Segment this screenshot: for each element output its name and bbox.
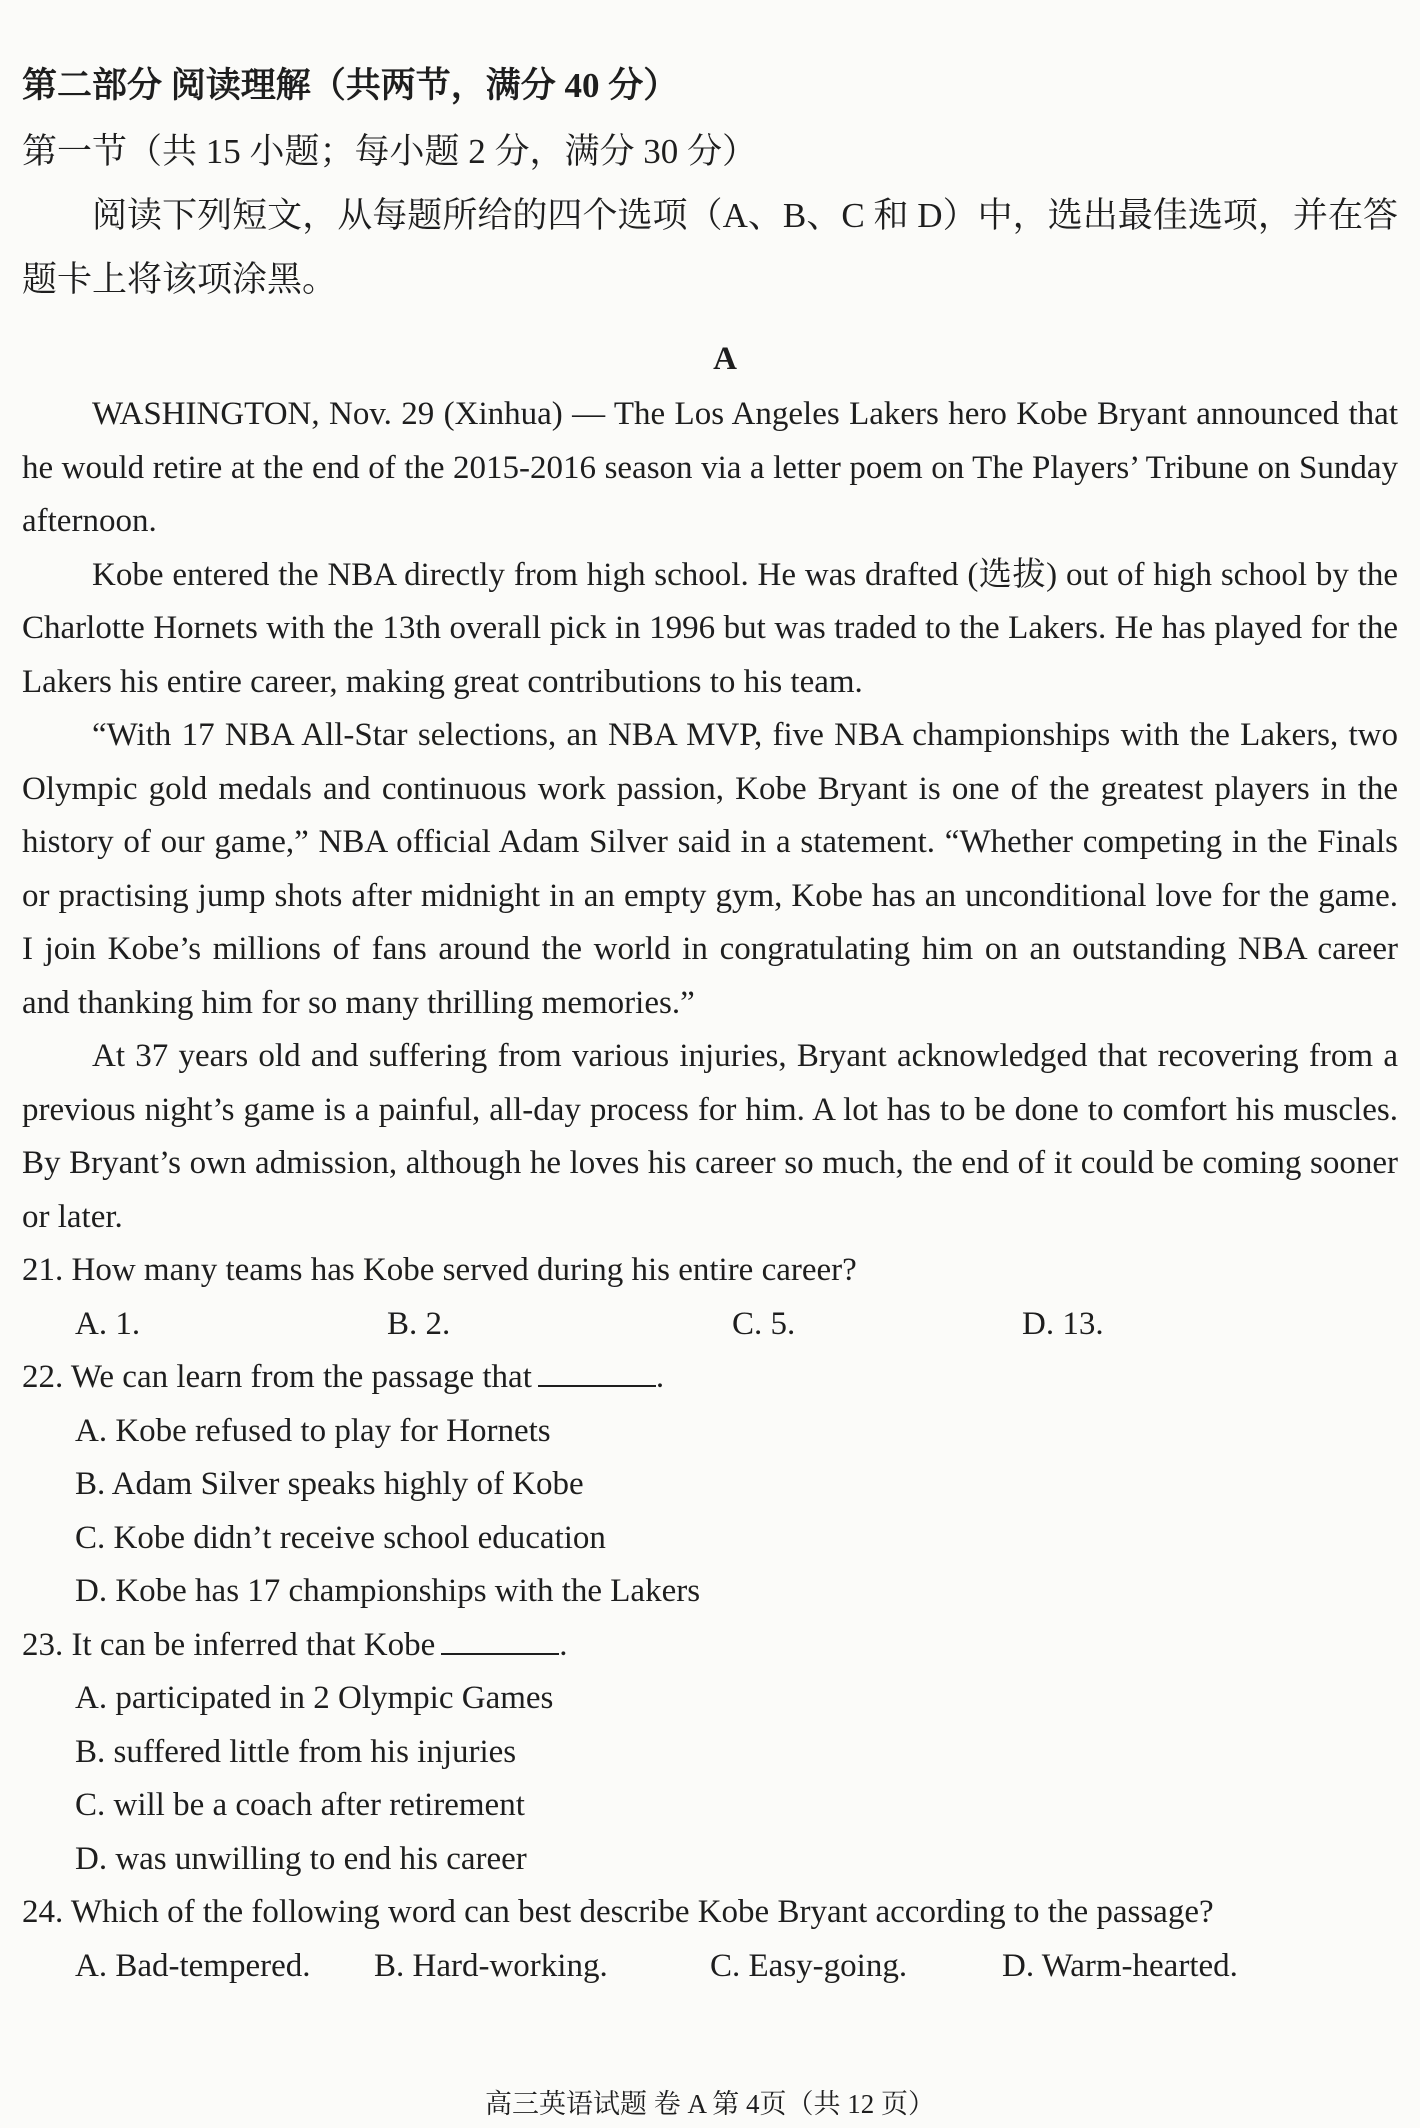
option-b: B. 2. (387, 1305, 451, 1342)
option-d: D. Kobe has 17 championships with the Lakers (75, 1573, 701, 1609)
option-c: C. 5. (732, 1305, 796, 1342)
stem-period: . (655, 1359, 665, 1395)
option-a: A. Kobe refused to play for Hornets (75, 1412, 551, 1449)
option-d: D. 13. (1022, 1305, 1104, 1342)
question-22-text: 22. We can learn from the passage that (22, 1359, 532, 1395)
passage-label: A (713, 341, 737, 377)
exam-page (22, 52, 1398, 1993)
passage-paragraph: “With 17 NBA All-Star selections, an NBA MVP, five NBA championships with the Lakers, two Olympic gold medals and continuous work passion, Kobe Bryant is one of the greatest players in the history of our game,” NBA official Adam Silver said in a statement. “Whether competing in the Finals or practising jump shots after midnight in an empty gym, Kobe has an unconditional love for the game. I join Kobe’s millions of fans around the world in congratulating him on an outstanding NBA career and thanking him for so many thrilling memories.” (22, 717, 1398, 1021)
option-a: A. 1. (75, 1305, 141, 1342)
option-c: C. Easy-going. (710, 1947, 908, 1984)
subsection-title: 第一节（共 15 小题；每小题 2 分，满分 30 分） (22, 132, 758, 171)
question-24-options (22, 1940, 1398, 1994)
question-23-text: 23. It can be inferred that Kobe (22, 1626, 436, 1663)
option-d: D. was unwilling to end his career (75, 1840, 527, 1877)
passage-paragraph: Kobe entered the NBA directly from high school. He was drafted (选拔) out of high school by the Charlotte Hornets with the 13th overall pick in 1996 but was traded to the Lakers. He has played for the Lakers his entire career, making great contributions to his team. (22, 556, 1398, 700)
option-b: B. suffered little from his injuries (75, 1733, 517, 1770)
section-title: 第二部分 阅读理解（共两节，满分 40 分） (22, 66, 679, 105)
option-a: A. participated in 2 Olympic Games (75, 1680, 554, 1716)
answer-blank (441, 1627, 559, 1655)
question-23-stem (22, 1619, 1398, 1673)
question-24-stem: 24. Which of the following word can best describe Kobe Bryant according to the passage? (22, 1894, 1214, 1930)
question-22-stem (22, 1351, 1398, 1405)
question-21-options (22, 1298, 1398, 1352)
answer-blank (538, 1359, 656, 1387)
option-c: C. Kobe didn’t receive school education (75, 1519, 606, 1556)
option-d: D. Warm-hearted. (1002, 1947, 1238, 1984)
passage-paragraph: At 37 years old and suffering from various injuries, Bryant acknowledged that recovering from a previous night’s game is a painful, all-day process for him. A lot has to be done to comfort his muscles. By Bryant’s own admission, although he loves his career so much, the end of it could be coming sooner or later. (22, 1038, 1398, 1235)
page-footer: 高三英语试题 卷 A 第 4页（共 12 页） (484, 2089, 935, 2119)
option-a: A. Bad-tempered. (75, 1947, 311, 1984)
instructions: 阅读下列短文，从每题所给的四个选项（A、B、C 和 D）中，选出最佳选项，并在答题卡上将该项涂黑。 (22, 196, 1398, 299)
option-b: B. Adam Silver speaks highly of Kobe (75, 1466, 584, 1502)
stem-period: . (559, 1626, 568, 1663)
option-b: B. Hard-working. (374, 1947, 608, 1984)
question-21-stem: 21. How many teams has Kobe served during his entire career? (22, 1252, 857, 1288)
passage-paragraph: WASHINGTON, Nov. 29 (Xinhua) — The Los Angeles Lakers hero Kobe Bryant announced that he would retire at the end of the 2015-2016 season via a letter poem on The Players’ Tribune on Sunday afternoon. (22, 396, 1398, 539)
option-c: C. will be a coach after retirement (75, 1787, 525, 1823)
